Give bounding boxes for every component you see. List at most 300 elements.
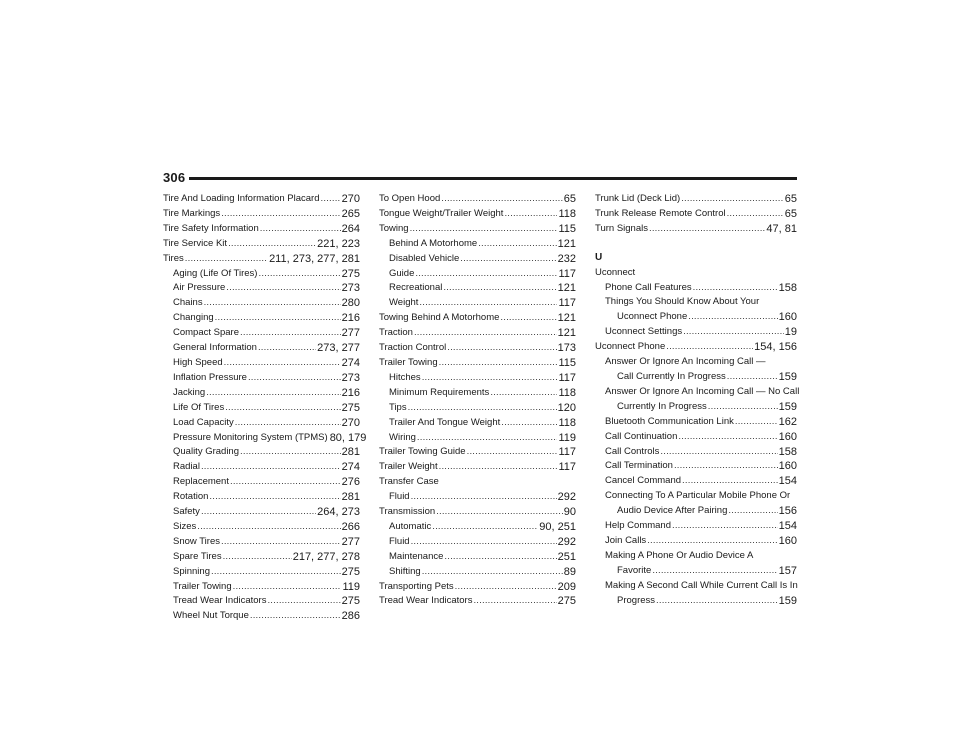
- entry-label: Replacement: [173, 476, 229, 488]
- index-subentry: [163, 281, 360, 296]
- index-subentry: [379, 550, 576, 565]
- entry-page: 118: [558, 416, 576, 429]
- entry-page: 117: [558, 446, 576, 459]
- index-subentry: [379, 565, 576, 580]
- leader-dots: [225, 401, 340, 416]
- entry-page: 121: [557, 312, 576, 325]
- entry-page: 221, 223: [317, 237, 360, 250]
- leader-dots: [473, 594, 556, 609]
- entry-page: 159: [778, 370, 797, 383]
- leader-dots: [652, 564, 777, 579]
- leader-dots: [411, 490, 557, 505]
- entry-page: 115: [558, 356, 576, 369]
- entry-page: 211, 273, 277, 281: [269, 252, 360, 265]
- leader-dots: [444, 550, 556, 565]
- entry-label: Call Controls: [605, 445, 660, 457]
- index-subentry: [595, 519, 797, 534]
- leader-dots: [678, 430, 777, 445]
- entry-label: Progress: [617, 594, 656, 606]
- entry-page: 90, 251: [539, 520, 576, 533]
- entry-label: High Speed: [173, 356, 223, 368]
- index-subentry: [595, 474, 797, 489]
- index-entry: [163, 192, 360, 207]
- entry-label: Hitches: [389, 371, 421, 383]
- index-subentry: [163, 520, 360, 535]
- index-subheading: Answer Or Ignore An Incoming Call — No Call: [605, 385, 800, 397]
- entry-page: 154, 156: [754, 341, 797, 354]
- entry-page: 274: [341, 461, 360, 474]
- leader-dots: [223, 550, 292, 565]
- leader-dots: [447, 341, 556, 356]
- entry-label: Tread Wear Indicators: [379, 595, 473, 607]
- leader-dots: [439, 460, 558, 475]
- leader-dots: [422, 371, 558, 386]
- entry-label: General Information: [173, 342, 257, 354]
- entry-label: Tire Safety Information: [163, 222, 259, 234]
- entry-page: 275: [341, 267, 360, 280]
- index-continuation: [595, 400, 797, 415]
- entry-page: 118: [558, 386, 576, 399]
- entry-page: 65: [563, 193, 576, 205]
- entry-page: 264, 273: [317, 506, 360, 519]
- index-entry: [595, 192, 797, 207]
- entry-label: Load Capacity: [173, 416, 234, 428]
- entry-page: 121: [557, 237, 576, 250]
- index-subentry: [379, 520, 576, 535]
- spacer: [595, 237, 797, 251]
- index-entry: [595, 207, 797, 222]
- index-subentry: [163, 311, 360, 326]
- leader-dots: [500, 311, 556, 326]
- entry-label: Favorite: [617, 564, 652, 576]
- entry-label: Towing: [379, 222, 409, 234]
- leader-dots: [441, 192, 562, 207]
- leader-dots: [647, 534, 777, 549]
- leader-dots: [417, 431, 558, 446]
- entry-label: Shifting: [389, 565, 421, 577]
- entry-page: 160: [778, 311, 797, 324]
- entry-label: Trunk Lid (Deck Lid): [595, 193, 681, 204]
- entry-page: 19: [784, 326, 797, 339]
- index-entry: [379, 356, 576, 371]
- entry-label: Guide: [389, 267, 415, 279]
- entry-label: Behind A Motorhome: [389, 237, 478, 249]
- entry-label: Call Termination: [605, 460, 673, 472]
- entry-page: 273: [341, 371, 360, 384]
- leader-dots: [185, 252, 268, 267]
- entry-page: 264: [341, 222, 360, 235]
- leader-dots: [267, 594, 340, 609]
- entry-page: 154: [778, 475, 797, 488]
- entry-page: 117: [558, 267, 576, 280]
- index-entry: [379, 594, 576, 609]
- leader-dots: [693, 281, 778, 296]
- index-continuation: [595, 504, 797, 519]
- index-subentry: [595, 415, 797, 430]
- leader-dots: [432, 520, 538, 535]
- leader-dots: [206, 386, 340, 401]
- entry-page: 286: [341, 610, 360, 623]
- entry-label: Join Calls: [605, 534, 647, 546]
- entry-label: Trailer And Tongue Weight: [389, 416, 501, 428]
- index-entry: [379, 445, 576, 460]
- index-subentry: [379, 252, 576, 267]
- leader-dots: [224, 356, 341, 371]
- index-subentry: [163, 326, 360, 341]
- index-subentry: [163, 580, 360, 595]
- entry-label: Wiring: [389, 431, 416, 443]
- entry-label: Changing: [173, 312, 214, 324]
- entry-label: Traction Control: [379, 342, 447, 354]
- entry-page: 158: [778, 281, 797, 294]
- entry-page: 117: [558, 297, 576, 310]
- index-subentry: [379, 386, 576, 401]
- leader-dots: [682, 474, 778, 489]
- leader-dots: [260, 222, 341, 237]
- entry-page: 121: [557, 327, 576, 340]
- entry-page: 117: [558, 461, 576, 474]
- index-entry: [379, 341, 576, 356]
- index-subheading: Making A Phone Or Audio Device A: [605, 549, 754, 561]
- index-heading: Uconnect: [595, 266, 636, 278]
- entry-label: Aging (Life Of Tires): [173, 267, 258, 279]
- entry-label: Trailer Towing: [379, 356, 438, 368]
- entry-label: Tires: [163, 252, 184, 264]
- leader-dots: [201, 505, 316, 520]
- index-subheading: Making A Second Call While Current Call Is In: [605, 579, 798, 591]
- index-entry: [163, 252, 360, 267]
- index-subentry: [379, 237, 576, 252]
- entry-page: 89: [563, 565, 576, 578]
- entry-label: Safety: [173, 506, 200, 518]
- entry-page: 277: [341, 327, 360, 340]
- entry-label: Call Continuation: [605, 430, 678, 442]
- entry-page: 159: [778, 400, 797, 413]
- index-entry: [163, 237, 360, 252]
- leader-dots: [248, 371, 341, 386]
- leader-dots: [211, 565, 341, 580]
- leader-dots: [708, 400, 778, 415]
- index-subentry: [163, 460, 360, 475]
- entry-page: 232: [557, 252, 576, 265]
- index-continuation: [595, 594, 797, 609]
- entry-page: 281: [341, 446, 360, 459]
- index-column-1: [163, 192, 367, 624]
- entry-label: Bluetooth Communication Link: [605, 415, 734, 427]
- entry-page: 274: [341, 356, 360, 369]
- entry-label: Tire Service Kit: [163, 237, 228, 249]
- index-entry: [595, 222, 797, 237]
- index-entry: [379, 222, 576, 237]
- entry-page: 273: [341, 282, 360, 295]
- leader-dots: [501, 416, 557, 431]
- entry-label: Compact Spare: [173, 327, 240, 339]
- index-subentry: [163, 505, 360, 520]
- entry-label: Turn Signals: [595, 222, 648, 234]
- index-subentry: [595, 325, 797, 340]
- leader-dots: [439, 356, 558, 371]
- leader-dots: [321, 192, 341, 207]
- index-entry: [379, 192, 576, 207]
- entry-label: Uconnect Phone: [617, 311, 688, 323]
- index-subentry: [595, 430, 797, 445]
- entry-page: 277: [341, 535, 360, 548]
- leader-dots: [504, 207, 557, 222]
- index-subentry: [163, 535, 360, 550]
- index-subheading: Answer Or Ignore An Incoming Call —: [605, 356, 766, 368]
- leader-dots: [221, 207, 340, 222]
- entry-label: Uconnect Settings: [605, 326, 683, 338]
- leader-dots: [411, 535, 557, 550]
- leader-dots: [410, 222, 558, 237]
- index-subentry: [163, 371, 360, 386]
- entry-label: Call Currently In Progress: [617, 370, 726, 382]
- leader-dots: [443, 281, 556, 296]
- leader-dots: [672, 519, 778, 534]
- index-entry: [163, 222, 360, 237]
- entry-label: Tips: [389, 401, 407, 413]
- index-subentry: [379, 401, 576, 416]
- leader-dots: [235, 416, 341, 431]
- entry-label: Trailer Towing Guide: [379, 446, 466, 458]
- entry-label: Disabled Vehicle: [389, 252, 460, 264]
- index-subentry: [379, 281, 576, 296]
- entry-label: Recreational: [389, 282, 443, 294]
- entry-label: Fluid: [389, 535, 410, 547]
- index-subentry: [163, 594, 360, 609]
- index-entry: [379, 580, 576, 595]
- entry-page: 276: [341, 476, 360, 489]
- entry-page: 90: [563, 506, 576, 519]
- leader-dots: [233, 580, 342, 595]
- entry-page: 159: [778, 594, 797, 607]
- entry-label: Automatic: [389, 520, 432, 532]
- leader-dots: [258, 341, 316, 356]
- entry-label: Uconnect Phone: [595, 341, 666, 353]
- entry-label: Audio Device After Pairing: [617, 505, 728, 517]
- index-subentry: [379, 371, 576, 386]
- entry-label: Trailer Towing: [173, 580, 232, 592]
- index-subentry: [163, 475, 360, 490]
- entry-page: 270: [341, 416, 360, 429]
- entry-label: Air Pressure: [173, 282, 226, 294]
- index-entry: [595, 340, 797, 355]
- index-subheading: Connecting To A Particular Mobile Phone Or: [605, 490, 791, 502]
- entry-page: 275: [341, 595, 360, 608]
- leader-dots: [455, 580, 557, 595]
- index-continuation: [595, 310, 797, 325]
- leader-dots: [735, 415, 778, 430]
- entry-page: 251: [557, 550, 576, 563]
- index-subentry: [163, 401, 360, 416]
- leader-dots: [727, 370, 778, 385]
- entry-page: 209: [557, 580, 576, 593]
- leader-dots: [226, 281, 340, 296]
- leader-dots: [415, 267, 557, 282]
- entry-label: Trailer Weight: [379, 461, 438, 473]
- entry-page: 115: [558, 222, 576, 235]
- entry-label: Transmission: [379, 506, 436, 518]
- entry-label: Spinning: [173, 565, 210, 577]
- index-subentry: [163, 609, 360, 624]
- entry-page: 270: [341, 193, 360, 205]
- index-column-3: [595, 192, 800, 608]
- entry-page: 160: [778, 534, 797, 547]
- leader-dots: [215, 311, 341, 326]
- entry-label: Jacking: [173, 386, 206, 398]
- entry-label: Tread Wear Indicators: [173, 595, 267, 607]
- entry-page: 273, 277: [317, 342, 360, 355]
- leader-dots: [660, 445, 777, 460]
- index-subheading: Things You Should Know About Your: [605, 296, 760, 308]
- index-subentry: [163, 416, 360, 431]
- header-rule: [189, 177, 797, 180]
- leader-dots: [666, 340, 753, 355]
- index-subentry: [163, 386, 360, 401]
- index-subentry: [379, 490, 576, 505]
- index-subentry: [379, 431, 576, 446]
- leader-dots: [683, 325, 784, 340]
- entry-page: 292: [557, 535, 576, 548]
- entry-label: To Open Hood: [379, 193, 441, 204]
- index-entry: [379, 326, 576, 341]
- leader-dots: [197, 520, 340, 535]
- entry-page: 265: [341, 207, 360, 220]
- section-letter: U: [595, 251, 603, 263]
- index-subentry: [163, 431, 367, 446]
- index-subentry: [379, 416, 576, 431]
- entry-label: Tire And Loading Information Placard: [163, 193, 320, 204]
- index-subentry: [595, 534, 797, 549]
- leader-dots: [204, 296, 341, 311]
- index-entry: [379, 207, 576, 222]
- leader-dots: [419, 296, 557, 311]
- entry-label: Rotation: [173, 491, 209, 503]
- entry-label: Wheel Nut Torque: [173, 610, 249, 622]
- entry-label: Quality Grading: [173, 446, 240, 458]
- index-subentry: [163, 341, 360, 356]
- entry-page: 80, 179: [329, 431, 367, 444]
- index-subentry: [163, 445, 360, 460]
- entry-page: 65: [784, 193, 797, 205]
- entry-label: Pressure Monitoring System (TPMS): [173, 431, 328, 443]
- entry-label: Currently In Progress: [617, 400, 707, 412]
- entry-page: 216: [341, 386, 360, 399]
- entry-label: Tongue Weight/Trailer Weight: [379, 207, 504, 219]
- entry-label: Weight: [389, 297, 419, 309]
- entry-page: 280: [341, 297, 360, 310]
- entry-page: 281: [341, 491, 360, 504]
- entry-page: 266: [341, 520, 360, 533]
- entry-label: Traction: [379, 327, 413, 339]
- leader-dots: [240, 445, 341, 460]
- entry-label: Inflation Pressure: [173, 371, 247, 383]
- index-continuation: [595, 370, 797, 385]
- leader-dots: [422, 565, 563, 580]
- entry-label: Maintenance: [389, 550, 444, 562]
- index-subentry: [595, 459, 797, 474]
- index-subentry: [379, 267, 576, 282]
- entry-label: Transporting Pets: [379, 580, 454, 592]
- entry-page: 217, 277, 278: [292, 550, 360, 563]
- entry-page: 158: [778, 445, 797, 458]
- entry-page: 154: [778, 520, 797, 533]
- leader-dots: [414, 326, 557, 341]
- leader-dots: [258, 267, 340, 282]
- entry-label: Radial: [173, 461, 200, 473]
- entry-page: 160: [778, 460, 797, 473]
- entry-page: 275: [341, 565, 360, 578]
- leader-dots: [688, 310, 777, 325]
- entry-page: 121: [557, 282, 576, 295]
- entry-label: Sizes: [173, 520, 197, 532]
- leader-dots: [478, 237, 556, 252]
- leader-dots: [221, 535, 341, 550]
- index-column-2: [379, 192, 576, 609]
- leader-dots: [250, 609, 341, 624]
- index-continuation: [595, 564, 797, 579]
- entry-label: Snow Tires: [173, 535, 220, 547]
- entry-page: 118: [558, 207, 576, 220]
- leader-dots: [240, 326, 341, 341]
- index-entry: [379, 505, 576, 520]
- leader-dots: [460, 252, 556, 267]
- entry-label: Life Of Tires: [173, 401, 225, 413]
- leader-dots: [490, 386, 557, 401]
- entry-label: Phone Call Features: [605, 281, 692, 293]
- entry-page: 117: [558, 371, 576, 384]
- entry-page: 160: [778, 430, 797, 443]
- entry-label: Chains: [173, 297, 203, 309]
- index-subentry: [379, 535, 576, 550]
- page-number: 306: [163, 170, 186, 185]
- index-subentry: [379, 296, 576, 311]
- index-subentry: [595, 445, 797, 460]
- entry-page: 47, 81: [766, 222, 797, 235]
- index-entry: [379, 460, 576, 475]
- index-heading: Transfer Case: [379, 476, 439, 488]
- entry-label: Spare Tires: [173, 550, 222, 562]
- entry-page: 120: [557, 401, 576, 414]
- index-entry: [163, 207, 360, 222]
- entry-page: 275: [341, 401, 360, 414]
- leader-dots: [656, 594, 778, 609]
- index-subentry: [163, 490, 360, 505]
- index-subentry: [163, 565, 360, 580]
- index-subentry: [595, 281, 797, 296]
- entry-label: Cancel Command: [605, 475, 682, 487]
- leader-dots: [674, 459, 778, 474]
- leader-dots: [728, 504, 777, 519]
- leader-dots: [681, 192, 784, 207]
- entry-label: Help Command: [605, 520, 671, 532]
- leader-dots: [727, 207, 784, 222]
- entry-page: 292: [557, 491, 576, 504]
- entry-page: 65: [784, 207, 797, 220]
- entry-page: 275: [557, 595, 576, 608]
- index-subentry: [163, 550, 360, 565]
- leader-dots: [649, 222, 765, 237]
- entry-label: Towing Behind A Motorhome: [379, 312, 500, 324]
- leader-dots: [408, 401, 557, 416]
- leader-dots: [209, 490, 340, 505]
- entry-label: Fluid: [389, 491, 410, 503]
- leader-dots: [230, 475, 341, 490]
- entry-page: 119: [558, 431, 576, 444]
- entry-label: Trunk Release Remote Control: [595, 207, 726, 219]
- entry-page: 173: [557, 342, 576, 355]
- entry-label: Minimum Requirements: [389, 386, 490, 398]
